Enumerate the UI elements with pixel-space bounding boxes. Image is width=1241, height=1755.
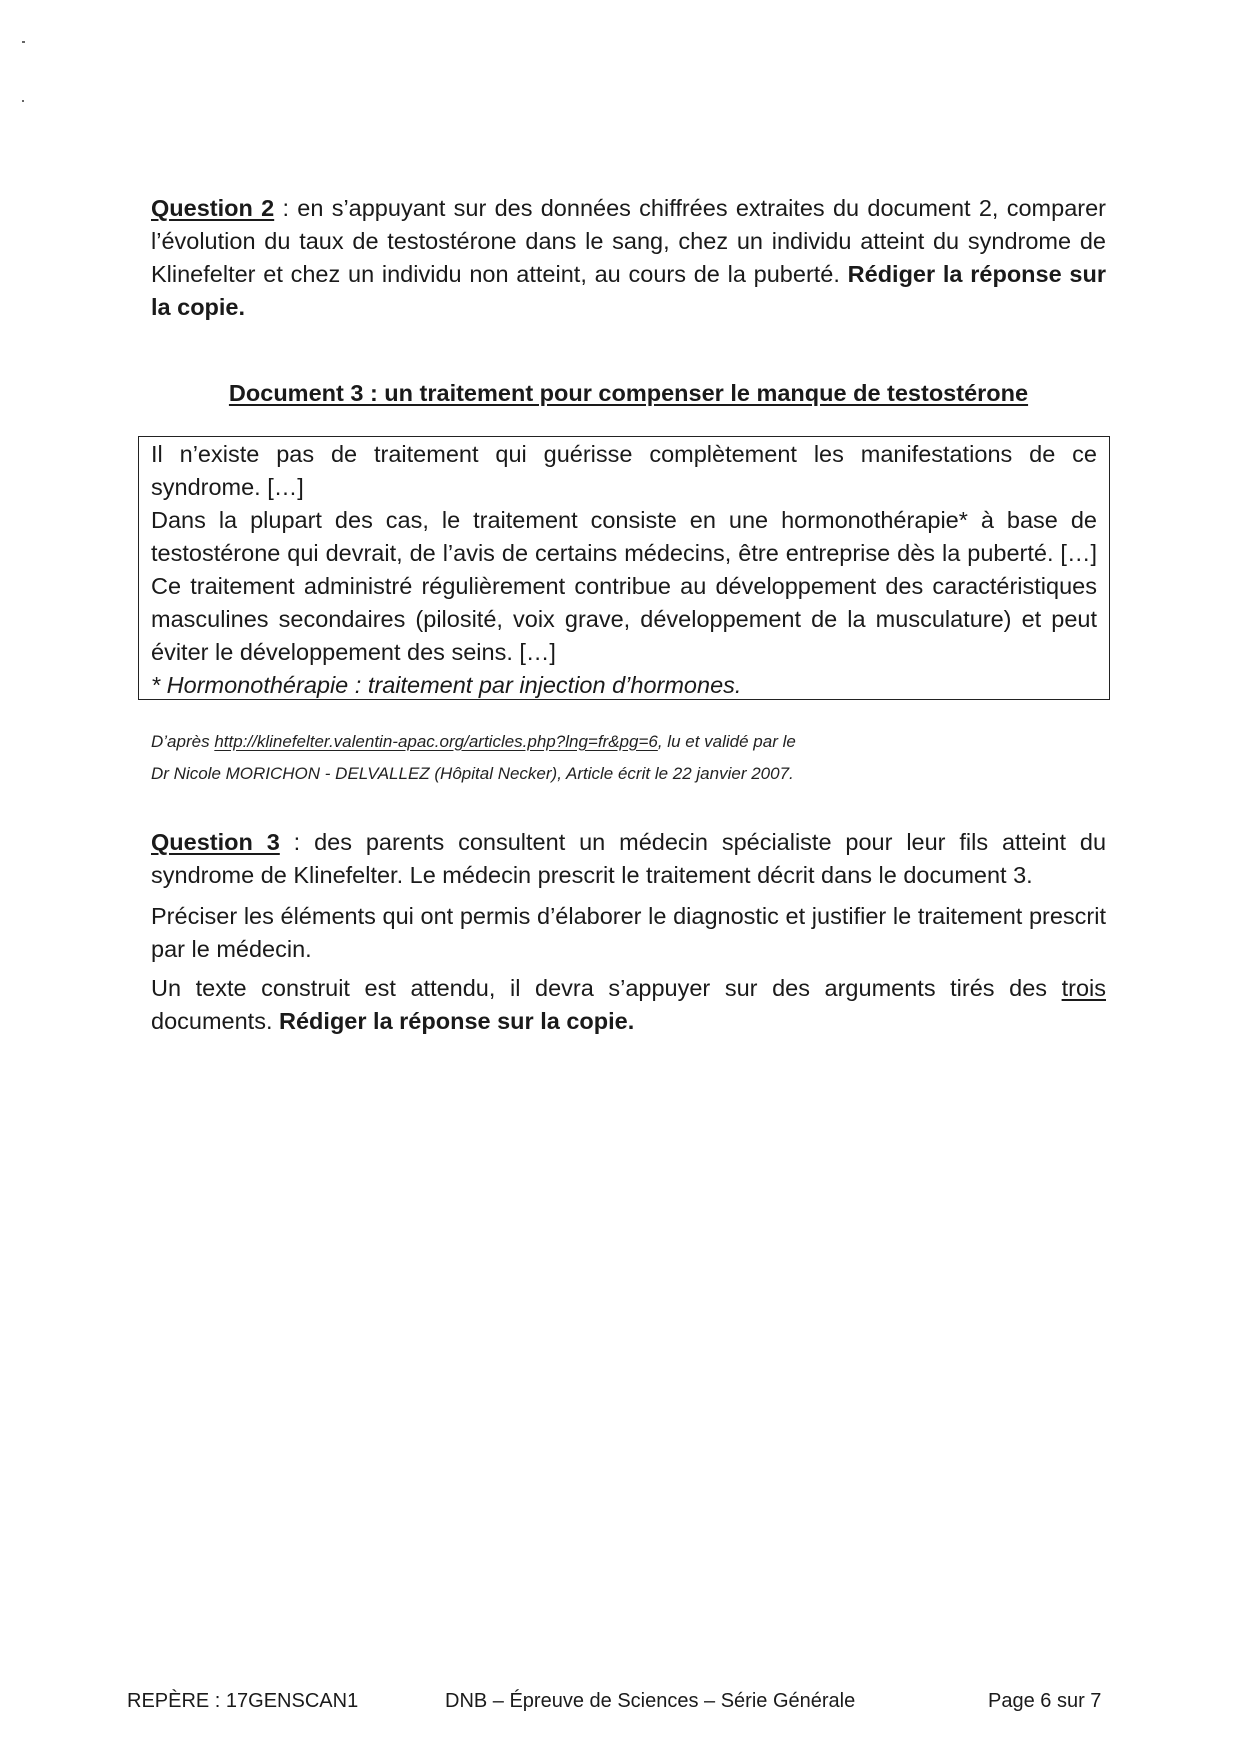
source-line-2: Dr Nicole MORICHON - DELVALLEZ (Hôpital Necker), Article écrit le 22 janvier 2007. (151, 764, 794, 783)
question-3-part-1 (151, 826, 1106, 892)
question-3-label: Question 3 (151, 829, 280, 855)
question-3-text-3-before: Un texte construit est attendu, il devra s’appuyer sur des arguments tirés des (151, 975, 1062, 1001)
document-3-source (151, 726, 1106, 790)
question-3-text-3-after: documents. (151, 1008, 280, 1034)
question-2-text: : en s’appuyant sur des données chiffrées extraites du document 2, comparer l’évolution du taux de testostérone dans le sang, chez un individu atteint du syndrome de Klinefelter et chez un individu non atteint, au cours de la puberté. (151, 195, 1106, 287)
source-suffix: , lu et validé par le (657, 732, 796, 751)
scan-speck (22, 41, 25, 43)
document-3-paragraph-1: Il n’existe pas de traitement qui guérisse complètement les manifestations de ce syndrome. […] (151, 441, 1097, 500)
question-2-label: Question 2 (151, 195, 275, 221)
scan-speck (22, 100, 24, 102)
footer-exam: DNB – Épreuve de Sciences – Série Générale (445, 1690, 856, 1712)
footer-reference: REPÈRE : 17GENSCAN1 (127, 1690, 359, 1712)
document-3-footnote: * Hormonothérapie : traitement par injection d’hormones. (151, 672, 742, 698)
question-3-text-2: Préciser les éléments qui ont permis d’élaborer le diagnostic et justifier le traitement prescrit par le médecin. (151, 903, 1106, 962)
question-2 (151, 192, 1106, 324)
document-3-title: Document 3 : un traitement pour compenser le manque de testostérone (228, 380, 1029, 406)
document-3-box (138, 436, 1110, 700)
document-3-paragraph-2: Dans la plupart des cas, le traitement consiste en une hormonothérapie* à base de testostérone qui devrait, de l’avis de certains médecins, être entreprise dès la puberté. […] Ce traitement administré régulièrement contribue au développement des caractéristiques masculines secondaires (pilosité, voix grave, développement de la musculature) et peut éviter le développement des seins. […] (151, 507, 1097, 665)
source-link[interactable]: http://klinefelter.valentin-apac.org/articles.php?lng=fr&pg=6 (214, 732, 658, 751)
source-prefix: D’après (151, 732, 215, 751)
question-3-part-3 (151, 972, 1106, 1038)
footer-page-number: Page 6 sur 7 (988, 1690, 1102, 1712)
question-3-instruction: Rédiger la réponse sur la copie. (279, 1008, 635, 1034)
question-3-text-3-underlined: trois (1061, 975, 1106, 1001)
question-3-text-1: : des parents consultent un médecin spécialiste pour leur fils atteint du syndrome de Klinefelter. Le médecin prescrit le traitement décrit dans le document 3. (151, 829, 1107, 888)
question-2-instruction: Rédiger la réponse sur la copie. (151, 261, 1107, 320)
